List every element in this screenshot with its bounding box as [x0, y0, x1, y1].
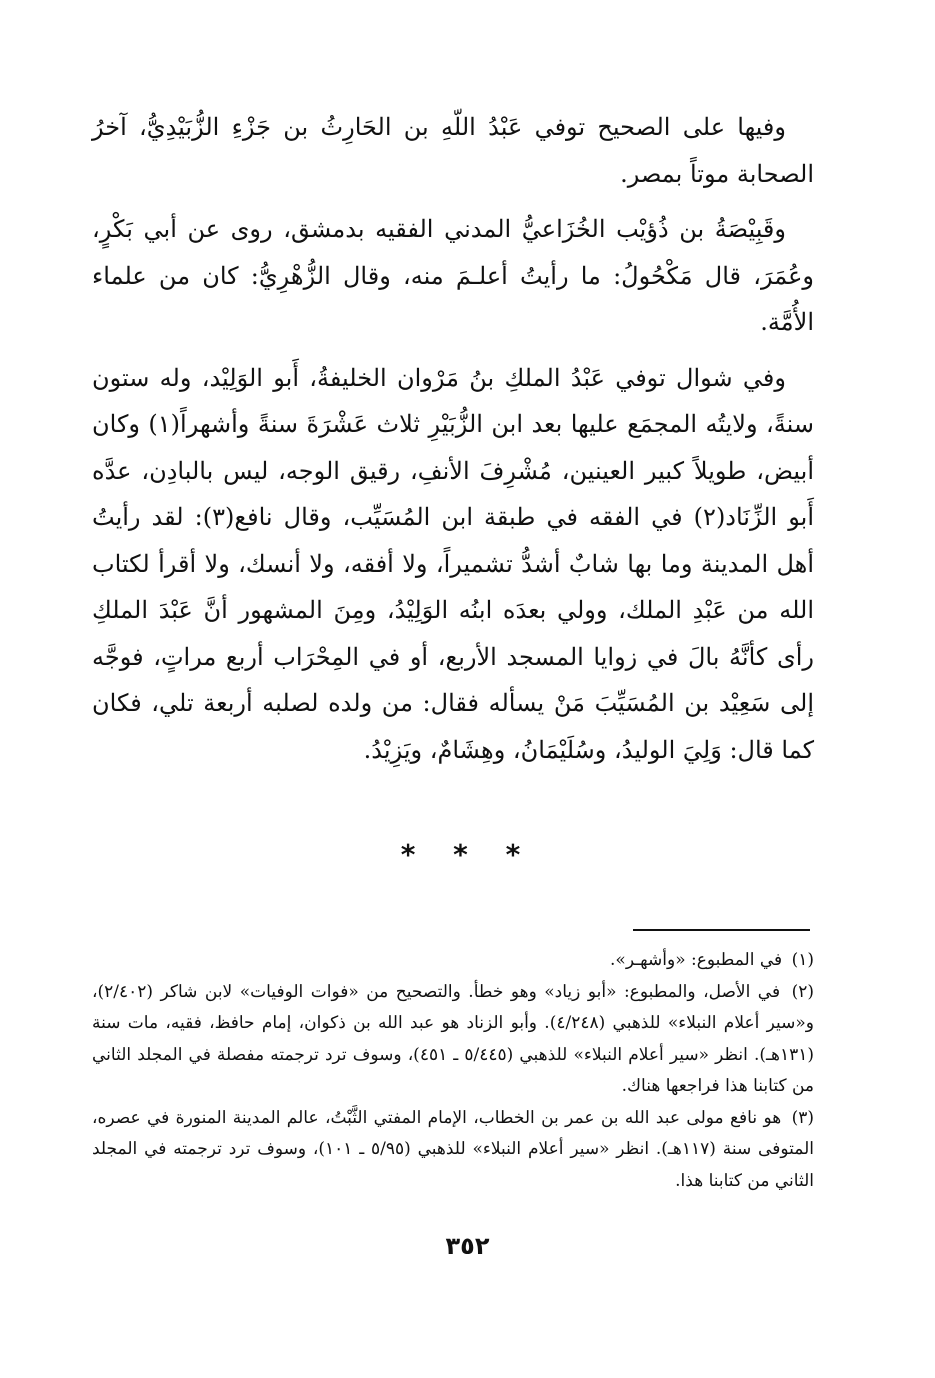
section-separator: * * *: [400, 838, 535, 871]
footnote-text: هو نافع مولى عبد الله بن عمر بن الخطاب، الإمام المفتي الثَّبْتُ، عالم المدينة المنورة في عصره، المتوفى سنة (١١٧هـ). انظر «سير أعلام النبلاء» للذهبي (٥/٩٥ ـ ١٠١)، وسوف ترد ترجمته في المجلد الثاني من كتابنا هذا.: [92, 1107, 814, 1191]
footnote-divider: [633, 929, 810, 931]
footnote: [92, 945, 814, 977]
paragraph: وقَبِيْصَةُ بن ذُؤيْب الخُزَاعيُّ المدني الفقيه بدمشق، روى عن أبي بَكْرٍ، وعُمَرَ، قال مَكْحُولُ: ما رأيتُ أعلـمَ منه، وقال الزُّهْرِيُّ: كان من علماء الأُمَّة.: [92, 215, 814, 336]
page-number: ٣٥٢: [445, 1232, 490, 1260]
footnote-marker: (١): [791, 950, 814, 970]
footnote-text: في المطبوع: «وأشهـر».: [610, 950, 783, 970]
footnotes: [92, 945, 814, 1197]
footnote-marker: (٢): [791, 981, 814, 1002]
footnote-text: في الأصل، والمطبوع: «أبو زياد» وهو خطأ. والتصحيح من «فوات الوفيات» لابن شاكر (٢/٤٠٢)، و«سير أعلام النبلاء» للذهبي (٤/٢٤٨). وأبو الزناد هو عبد الله بن ذكوان، إمام حافظ، فقيه، مات سنة (١٣١هـ). انظر «سير أعلام النبلاء» للذهبي (٥/٤٤٥ ـ ٤٥١)، وسوف ترد ترجمته مفصلة في المجلد الثاني من كتابنا هذا فراجعها هناك.: [92, 981, 814, 1096]
paragraph: وفي شوال توفي عَبْدُ الملكِ بنُ مَرْوان الخليفةُ، أَبو الوَلِيْد، وله ستون سنةً، ولايتُه المجمَع عليها بعد ابن الزُّبَيْرِ ثلاث عَشْرَةَ سنةً وأشهراً(١) وكان أبيض، طويلاً كبير العينين، مُشْرِفَ الأنفِ، رقيق الوجه، ليس بالبادِن، عدَّه أَبو الزِّنَاد(٢) في الفقه في طبقة ابن المُسَيِّب، وقال نافع(٣): لقد رأيتُ أهل المدينة وما بها شابٌ أشدُّ تشميراً، ولا أفقه، ولا أنسك، ولا أقرأ لكتاب الله من عَبْدِ الملك، وولي بعدَه ابنُه الوَلِيْدُ، ومِنَ المشهور أنَّ عَبْدَ الملكِ رأى كأنَّهُ بالَ في زوايا المسجد الأربع، أو في المِحْرَاب أربع مراتٍ، فوجَّه إلى سَعِيْد بن المُسَيِّبَ مَنْ يسأله فقال: من ولده لصلبه أربعة تلي، فكان كما قال: وَلِيَ الوليدُ، وسُلَيْمَانُ، وهِشَامٌ، ويَزِيْدُ.: [92, 363, 815, 764]
main-text: [92, 104, 814, 782]
paragraph: وفيها على الصحيح توفي عَبْدُ اللّهِ بن الحَارِثُ بن جَزْءِ الزُّبَيْدِيُّ، آخرُ الصحابة موتاً بمصر.: [92, 113, 814, 188]
footnote: [92, 977, 814, 1103]
footnote-marker: (٣): [791, 1107, 814, 1128]
footnote: [92, 1103, 814, 1198]
